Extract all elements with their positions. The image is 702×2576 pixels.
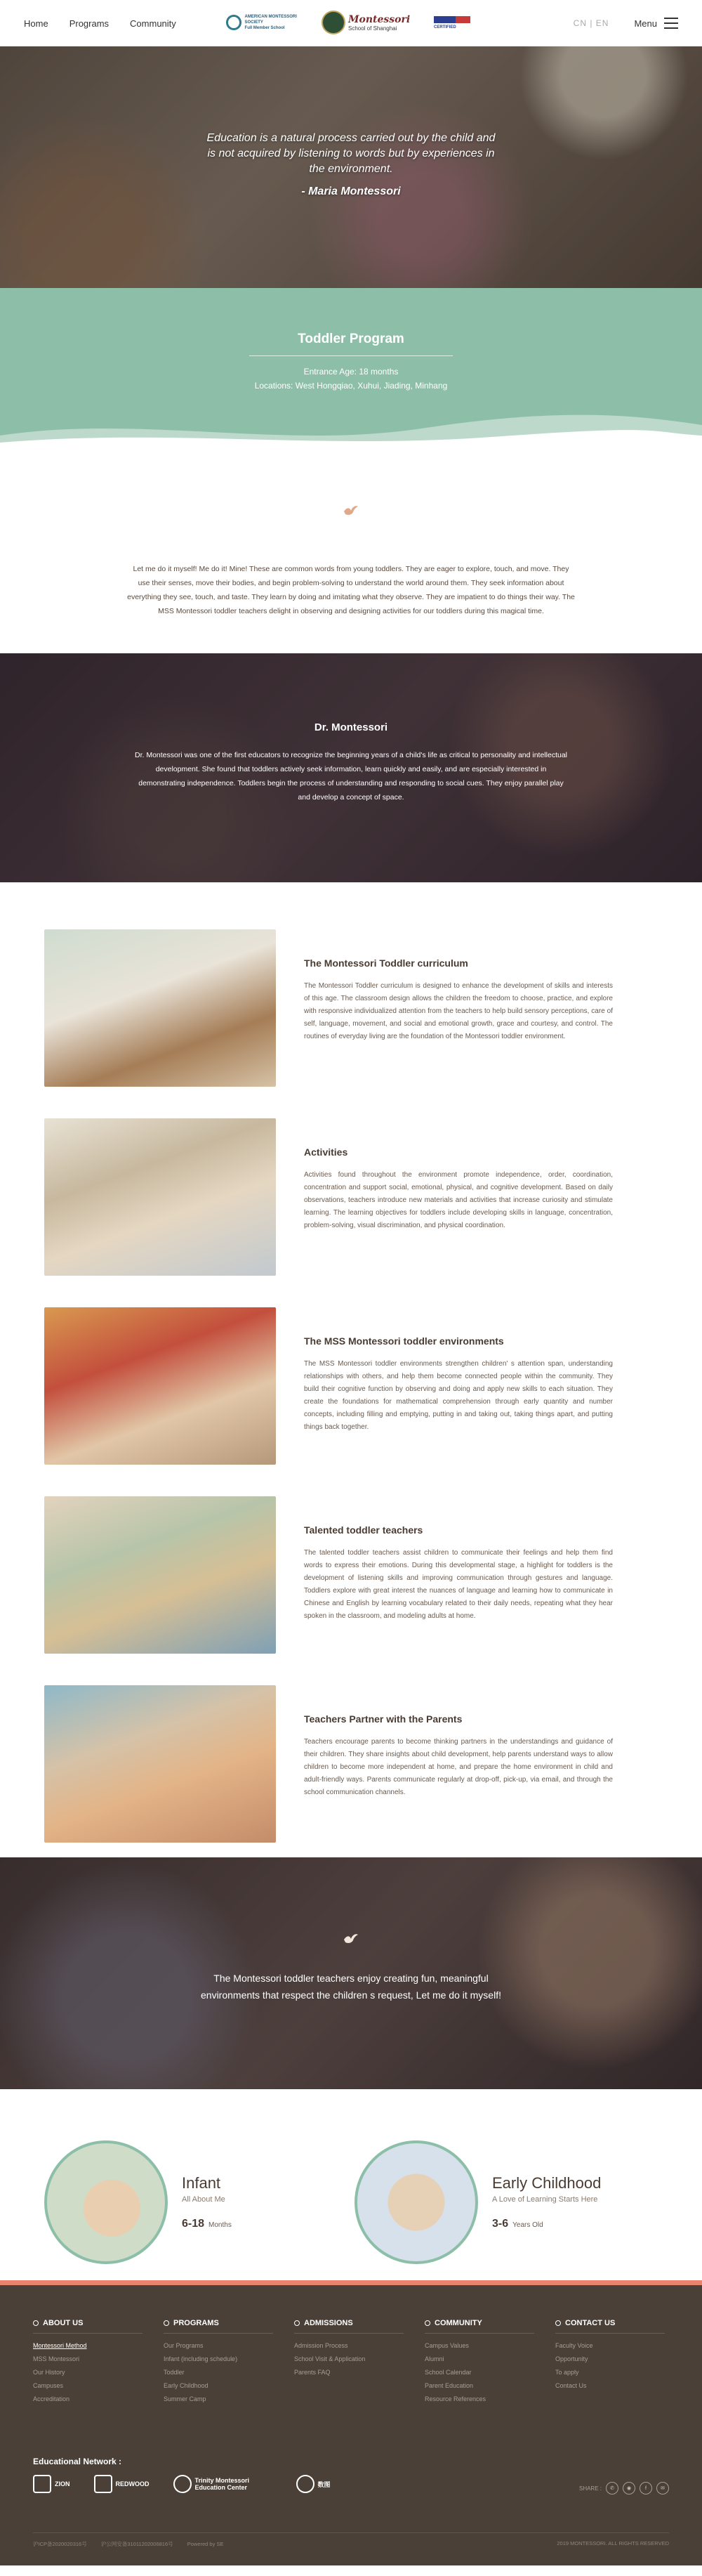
footer-col-programs <box>164 2319 294 2406</box>
footer-col-title: CONTACT US <box>565 2319 616 2327</box>
school-logo-title: Montessori <box>348 13 411 25</box>
site-header <box>0 0 702 46</box>
ams-logo-text: AMERICAN MONTESSORI SOCIETY <box>244 15 297 25</box>
footer-link[interactable]: Our Programs <box>164 2342 204 2349</box>
facebook-icon[interactable]: f <box>640 2482 652 2495</box>
activities-photo <box>44 1118 276 1276</box>
trinity-logo-icon <box>173 2475 192 2493</box>
footer-link[interactable]: Parents FAQ <box>294 2369 331 2376</box>
footer-link[interactable]: Montessori Method <box>33 2342 87 2349</box>
icp-license[interactable]: 沪ICP备2020020316号 <box>33 2541 87 2547</box>
footer-link[interactable]: Toddler <box>164 2369 185 2376</box>
feature-teachers <box>44 1496 702 1654</box>
main-nav <box>24 18 176 29</box>
footer-col-title: ABOUT US <box>43 2319 84 2327</box>
hero-quote <box>0 131 702 200</box>
certification-logo[interactable] <box>434 12 470 33</box>
page-title: Toddler Program <box>298 332 404 346</box>
entrance-age: Entrance Age: 18 months <box>303 367 399 377</box>
infant-photo <box>44 2140 168 2264</box>
footer-link[interactable]: Summer Camp <box>164 2395 206 2402</box>
dr-montessori-text: Dr. Montessori was one of the first educators to recognize the beginning years of a child's life as critical to personality and intellectual development. She found that toddlers actively seek information, learn quickly and easily, and are especially interested in demonstrating independence. Toddlers begin the process of understanding and responding to social cues. They enjoy parallel play and develop a concept of space. <box>135 751 567 802</box>
hamburger-icon <box>664 18 678 29</box>
ams-emblem-icon <box>226 15 241 30</box>
footer-col-community <box>425 2319 555 2406</box>
feature-text: The Montessori Toddler curriculum is designed to enhance the development of skills and interests of this age. The classroom design allows the children the freedom to choose, practice, and explore with responsive individualized attention from the teachers to help build sensory perceptions, care of self, language, movement, and social and emotional growth, grace and courtesy, and control. The routines of everyday living are the foundation of the Montessori toddler environment. <box>304 982 613 1040</box>
bullet-icon <box>425 2320 430 2326</box>
footer-link[interactable]: Campuses <box>33 2382 64 2389</box>
program-card-sub: A Love of Learning Starts Here <box>492 2195 598 2204</box>
footer-link[interactable]: Accreditation <box>33 2395 70 2402</box>
locations: Locations: West Hongqiao, Xuhui, Jiading, Minhang <box>254 381 448 391</box>
redwood-logo-icon <box>94 2475 112 2493</box>
intro-section <box>0 450 702 653</box>
ams-logo-sub: Full Member School <box>244 26 285 30</box>
parents-photo <box>44 1685 276 1843</box>
feature-text: The talented toddler teachers assist children to communicate their feelings and help them find words to express their emotions. During this developmental stage, a highlight for toddlers is the development of listening skills and improving communication through gestures and language. Toddlers explore with great interest the nuances of language and learning how to communicate in Chinese and English by learning vocabulary related to their daily needs, repeating what they hear spoken in the classroom, and modeling adults at home. <box>304 1549 613 1620</box>
header-right <box>574 18 678 29</box>
program-banner <box>0 288 702 450</box>
footer-col-about <box>33 2319 164 2406</box>
bullet-icon <box>294 2320 300 2326</box>
intro-text: Let me do it myself! Me do it! Mine! These are common words from young toddlers. They are eager to explore, touch, and move. They use their senses, move their bodies, and begin problem-solving to understand the world around them. They seek information about everything they see, touch, and taste. They learn by doing and imitating what they observe. They are impatient to do things their way. The MSS Montessori toddler teachers delight in observing and designing activities for our toddlers during this magical time. <box>127 565 575 615</box>
footer-link[interactable]: Campus Values <box>425 2342 469 2349</box>
network-logo-4-icon <box>296 2475 314 2493</box>
footer-col-admissions <box>294 2319 425 2406</box>
program-card-unit: Months <box>208 2221 232 2229</box>
program-card-early-childhood[interactable] <box>355 2124 663 2280</box>
school-logo-sub: School of Shanghai <box>348 25 397 32</box>
wave-divider <box>0 407 702 450</box>
footer-link[interactable]: School Calendar <box>425 2369 472 2376</box>
nav-programs[interactable]: Programs <box>69 18 110 29</box>
feature-parents <box>44 1685 702 1843</box>
wechat-icon[interactable]: ✆ <box>606 2482 618 2495</box>
feature-text: Activities found throughout the environment promote independence, order, coordination, concentration and support social, emotional, physical, and cognitive development. Based on daily observations, teachers introduce new materials and activities that increase curiosity and stimulate learning. The learning objectives for toddlers include developing skills in language, concentration, problem-solving, visual discrimination, and physical coordination. <box>304 1171 613 1229</box>
footer-link[interactable]: School Visit & Application <box>294 2355 366 2362</box>
footer-link[interactable]: Opportunity <box>555 2355 588 2362</box>
network-label: Educational Network : <box>33 2457 122 2466</box>
bullet-icon <box>33 2320 39 2326</box>
share-links <box>579 2482 669 2495</box>
feature-text: The MSS Montessori toddler environments strengthen children' s attention span, understanding relationships with others, and help them become connected people within the community. They build their cognitive function by observing and doing and apply new skills to each situation. They create the foundations for mathematical comprehension through early quantity and number concepts, including filling and emptying, putting in and taking out, taking things apart, and putting things back together. <box>304 1360 613 1431</box>
hero-quote-author: - Maria Montessori <box>301 185 401 197</box>
footer-col-title: COMMUNITY <box>435 2319 482 2327</box>
nav-community[interactable]: Community <box>130 18 176 29</box>
environments-photo <box>44 1307 276 1465</box>
network-logo-zion[interactable]: ZION <box>33 2475 70 2493</box>
ams-logo[interactable] <box>226 8 314 37</box>
network-logo-redwood[interactable]: REDWOOD <box>94 2475 150 2493</box>
closing-text: The Montessori toddler teachers enjoy creating fun, meaningful environments that respect the children s request, Let me do it myself! <box>201 1973 501 2001</box>
weibo-icon[interactable]: ◉ <box>623 2482 635 2495</box>
closing-banner <box>0 1857 702 2089</box>
footer-link[interactable]: Resource References <box>425 2395 486 2402</box>
share-label: SHARE : <box>578 2485 602 2492</box>
program-card-age: 6-18 Months <box>182 2218 232 2230</box>
header-logos <box>226 7 470 38</box>
certification-text: CERTIFIED <box>434 25 456 30</box>
copyright: 2019 MONTESSORI. ALL RIGHTS RESERVED <box>557 2540 669 2546</box>
network-logos <box>33 2475 331 2493</box>
feature-title: Talented toddler teachers <box>304 1524 423 1536</box>
feature-curriculum <box>44 929 702 1087</box>
feature-text: Teachers encourage parents to become thinking partners in the understandings and guidance of their children. They share insights about child development, help parents understand ways to allow children to become more independent at home, and prepare the home environment in child and adult-friendly ways. Parents communicate regularly at drop-off, pick-up, via email, and through the school communication channels. <box>304 1738 613 1796</box>
feature-environments <box>44 1307 702 1465</box>
language-switch[interactable]: CN | EN <box>573 18 609 28</box>
network-logo-4[interactable]: 数图 <box>296 2475 331 2493</box>
footer-link[interactable]: Admission Process <box>294 2342 348 2349</box>
bullet-icon <box>555 2320 561 2326</box>
dove-icon <box>343 504 359 518</box>
footer-col-contact <box>555 2319 686 2406</box>
footer-link[interactable]: Our History <box>33 2369 65 2376</box>
footer-link[interactable]: Faculty Voice <box>555 2342 593 2349</box>
program-card-name: Infant <box>182 2174 221 2192</box>
school-crest-icon <box>322 11 345 34</box>
footer-bottom <box>33 2532 669 2548</box>
bullet-icon <box>164 2320 169 2326</box>
dove-icon <box>343 1933 359 1947</box>
network-logo-trinity[interactable]: Trinity Montessori Education Center <box>173 2475 272 2493</box>
footer-link[interactable]: Parent Education <box>425 2382 474 2389</box>
early-childhood-photo <box>355 2140 478 2264</box>
dr-montessori-title: Dr. Montessori <box>314 721 388 733</box>
program-card-name: Early Childhood <box>492 2174 602 2192</box>
footer-columns <box>0 2285 702 2406</box>
powered-by[interactable]: Powered by SE <box>187 2541 224 2547</box>
program-card-unit: Years Old <box>512 2221 543 2229</box>
police-record[interactable]: 沪公网安备31011202006816号 <box>100 2541 173 2547</box>
email-icon[interactable]: ✉ <box>656 2482 669 2495</box>
footer-link[interactable]: To apply <box>555 2369 579 2376</box>
teachers-photo <box>44 1496 276 1654</box>
program-card-infant[interactable] <box>44 2124 353 2280</box>
dr-montessori-section <box>0 653 702 882</box>
menu-button[interactable] <box>634 18 678 29</box>
program-card-age: 3-6 Years Old <box>492 2218 543 2230</box>
curriculum-photo <box>44 929 276 1087</box>
title-divider <box>249 355 453 356</box>
footer-link[interactable]: Contact Us <box>555 2382 587 2389</box>
feature-title: The MSS Montessori toddler environments <box>304 1335 504 1347</box>
feature-activities <box>44 1118 702 1276</box>
footer-link[interactable]: Early Childhood <box>164 2382 208 2389</box>
hero-banner <box>0 46 702 288</box>
feature-title: Activities <box>304 1146 348 1158</box>
school-logo[interactable] <box>322 7 427 38</box>
footer-link[interactable]: MSS Montessori <box>33 2355 80 2362</box>
zion-logo-icon <box>33 2475 51 2493</box>
footer-col-title: ADMISSIONS <box>304 2319 353 2327</box>
nav-home[interactable]: Home <box>24 18 48 29</box>
related-programs <box>0 2089 702 2280</box>
footer-link[interactable]: Alumni <box>425 2355 444 2362</box>
feature-title: Teachers Partner with the Parents <box>304 1713 463 1725</box>
certification-mark-icon <box>434 16 470 23</box>
program-card-sub: All About Me <box>182 2195 225 2204</box>
hero-quote-text: Education is a natural process carried out by the child and is not acquired by listening to words but by experiences in the environment. <box>206 132 496 175</box>
menu-label: Menu <box>634 18 657 29</box>
site-footer <box>0 2285 702 2565</box>
footer-link[interactable]: Infant (including schedule) <box>164 2355 238 2362</box>
footer-col-title: PROGRAMS <box>173 2319 219 2327</box>
features-section <box>0 882 702 1857</box>
footer-accent-bar <box>0 2280 702 2285</box>
feature-title: The Montessori Toddler curriculum <box>304 957 468 969</box>
